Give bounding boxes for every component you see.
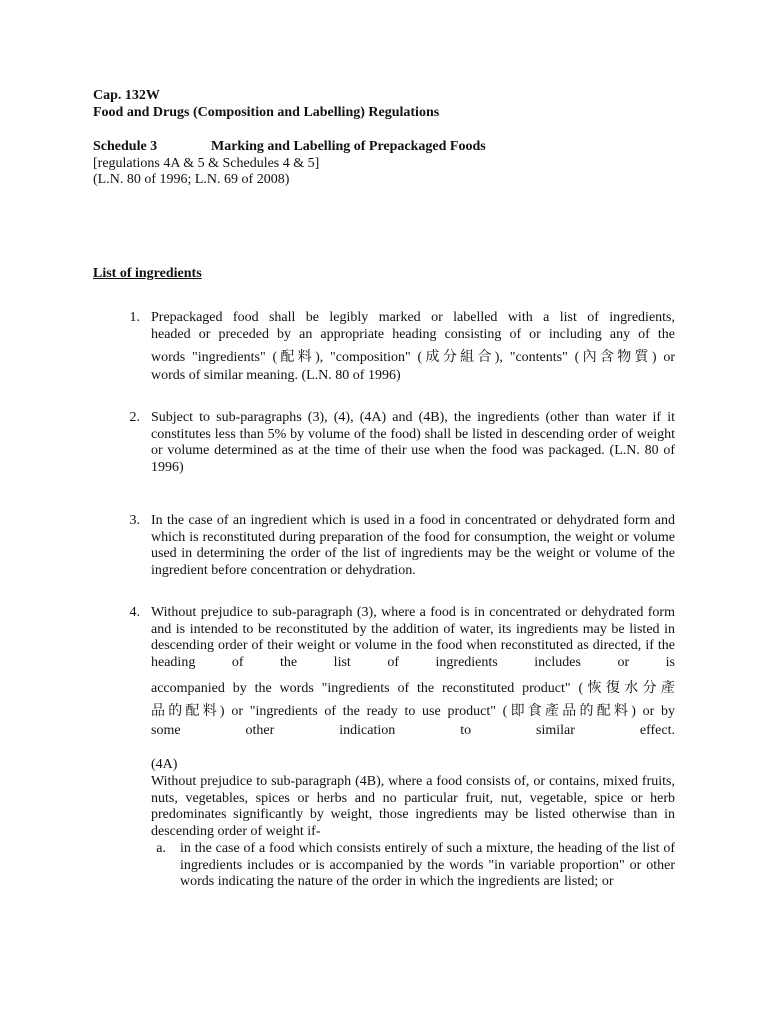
item-1-text [151, 310, 675, 385]
legal-notice-reference: (L.N. 80 of 1996; L.N. 69 of 2008) [93, 172, 290, 187]
schedule-number: Schedule 3 [93, 139, 158, 154]
regulation-title: Food and Drugs (Composition and Labelling) Regulations [93, 105, 440, 120]
schedule-title: Marking and Labelling of Prepackaged Foods [211, 139, 486, 154]
item-1-line: words of similar meaning. (L.N. 80 of 1996) [151, 368, 401, 383]
word: effect. [639, 723, 675, 738]
word: other [245, 723, 275, 738]
item-2-text: Subject to sub-paragraphs (3), (4), (4A) and (4B), the ingredients (other than water if it constitutes less than 5% by volume of the food) shall be listed in descending order of weight or volume determined as at the time of their use when the food was packaged. (L.N. 80 of 1996) [151, 410, 675, 475]
section-heading: List of ingredients [93, 266, 202, 281]
item-number: 2. [129, 410, 140, 425]
sub-item-text: in the case of a food which consists entirely of such a mixture, the heading of the list of ingredients includes or is accompanied by the words "in variable proportion" or other words indicating the nature of the order in which the ingredients are listed; or [180, 841, 675, 889]
word: to [460, 723, 472, 738]
item-4a-label: (4A) [151, 757, 178, 772]
item-number: 1. [129, 310, 140, 325]
item-number: 4. [129, 605, 140, 620]
item-4a-text: Without prejudice to sub-paragraph (4B), where a food consists of, or contains, mixed fruits, nuts, vegetables, spices or herbs and no particular fruit, nut, vegetable, spice or herb predominates significantly by weight, those ingredients may be listed otherwise than in descending order of weight if- [151, 774, 675, 839]
item-4-text: Without prejudice to sub-paragraph (3), where a food is in concentrated or dehydrated form and is intended to be reconstituted by the addition of water, its ingredients may be listed in descending order of their weight or volume in the food when reconstituted as directed, if the heading of the list of ingredients includes or is [151, 605, 675, 670]
word: indication [339, 723, 396, 738]
item-4-last-line [151, 723, 675, 740]
item-1-line: words "ingredients" (配料), "composition" (成分組合), "contents" (內含物質) or [151, 350, 675, 365]
item-1-line: Prepackaged food shall be legibly marked or labelled with a list of ingredients, [151, 310, 675, 325]
item-3-text: In the case of an ingredient which is used in a food in concentrated or dehydrated form and which is reconstituted during preparation of the food for consumption, the weight or volume used in determining the order of the list of ingredients may be the weight or volume of the ingredient before concentration or dehydration. [151, 513, 675, 578]
word: some [151, 723, 181, 738]
chapter-number: Cap. 132W [93, 88, 160, 103]
item-4-line: accompanied by the words "ingredients of the reconstituted product" (恢復水分產 [151, 681, 675, 696]
item-number: 3. [129, 513, 140, 528]
sub-item-letter: a. [156, 841, 166, 856]
item-1-line: headed or preceded by an appropriate heading consisting of or including any of the [151, 326, 675, 342]
word: similar [536, 723, 575, 738]
regulations-reference: [regulations 4A & 5 & Schedules 4 & 5] [93, 156, 320, 171]
item-4-line: 品的配料) or "ingredients of the ready to use product" (即食產品的配料) or by [151, 704, 675, 719]
